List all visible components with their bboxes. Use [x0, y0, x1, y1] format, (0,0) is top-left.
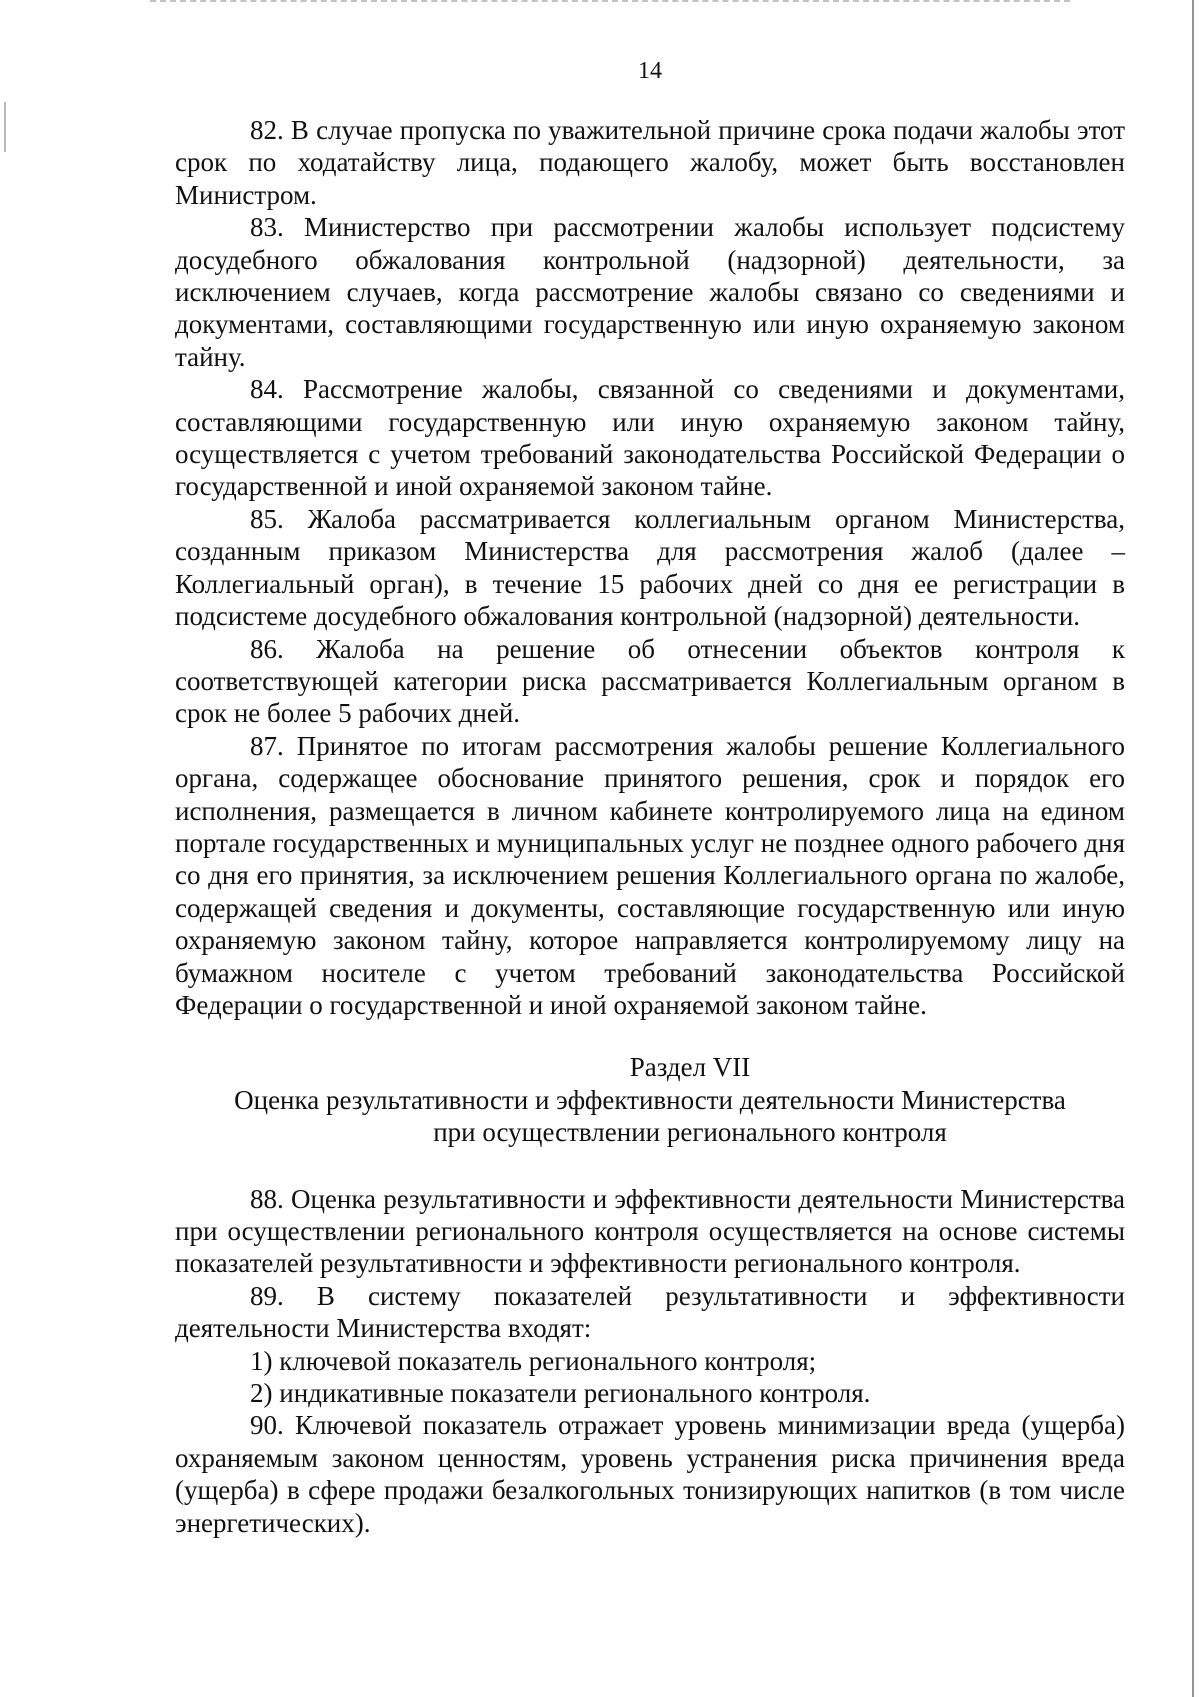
- section-title-line-1: Оценка результативности и эффективности деятельности Министерства: [234, 1084, 1066, 1115]
- list-item-2: 2) индикативные показатели регионального контроля.: [250, 1378, 871, 1409]
- paragraph-84: 84. Рассмотрение жалобы, связанной со сведениями и документами, составляющими государственную или иную охраняемую законом тайну, осуществляется с учетом требований законодательства Российской Федерации о государственной и иной охраняемой законом тайне.: [175, 374, 1125, 502]
- paragraph-82: 82. В случае пропуска по уважительной причине срока подачи жалобы этот срок по ходатайству лица, подающего жалобу, может быть восстановлен Министром.: [175, 115, 1125, 210]
- paragraph-87: 87. Принятое по итогам рассмотрения жалобы решение Коллегиального органа, содержащее обоснование принятого решения, срок и порядок его исполнения, размещается в личном кабинете контролируемого лица на едином портале государственных и муниципальных услуг не позднее одного рабочего дня со дня его принятия, за исключением решения Коллегиального органа по жалобе, содержащей сведения и документы, составляющие государственную или иную охраняемую законом тайну, которое направляется контролируемому лицу на бумажном носителе с учетом требований законодательства Российской Федерации о государственной и иной охраняемой законом тайне.: [175, 730, 1125, 1020]
- scan-edge-top: [150, 0, 1070, 4]
- paragraph-90: 90. Ключевой показатель отражает уровень минимизации вреда (ущерба) охраняемым законом ценностям, уровень устранения риска причинения вреда (ущерба) в сфере продажи безалкогольных тонизирующих напитков (в том числе энергетических).: [175, 1410, 1125, 1538]
- section-title-line-2: при осуществлении регионального контроля: [433, 1117, 947, 1148]
- paragraph-85: 85. Жалоба рассматривается коллегиальным органом Министерства, созданным приказом Министерства для рассмотрения жалоб (далее – Коллегиальный орган), в течение 15 рабочих дней со дня ее регистрации в подсистеме досудебного обжалования контрольной (надзорной) деятельности.: [175, 503, 1125, 632]
- scan-edge-left-mark: [4, 102, 6, 152]
- page-number: 14: [638, 58, 662, 84]
- document-body: [175, 114, 1125, 1539]
- paragraph-86: 86. Жалоба на решение об отнесении объектов контроля к соответствующей категории риска рассматривается Коллегиальным органом в срок не более 5 рабочих дней.: [175, 633, 1125, 729]
- paragraph-89: 89. В систему показателей результативности и эффективности деятельности Министерства входят:: [175, 1280, 1125, 1344]
- paragraph-83: 83. Министерство при рассмотрении жалобы использует подсистему досудебного обжалования контрольной (надзорной) деятельности, за исключением случаев, когда рассмотрение жалобы связано со сведениями и документами, составляющими государственную или иную охраняемую законом тайну.: [175, 212, 1125, 372]
- section-heading-block: [175, 1051, 1125, 1148]
- list-item-1: 1) ключевой показатель регионального контроля;: [250, 1345, 817, 1376]
- section-label: Раздел VII: [629, 1052, 751, 1083]
- paragraph-88: 88. Оценка результативности и эффективности деятельности Министерства при осуществлении регионального контроля осуществляется на основе системы показателей результативности и эффективности регионального контроля.: [175, 1183, 1125, 1279]
- scan-edge-right: [1192, 0, 1194, 1697]
